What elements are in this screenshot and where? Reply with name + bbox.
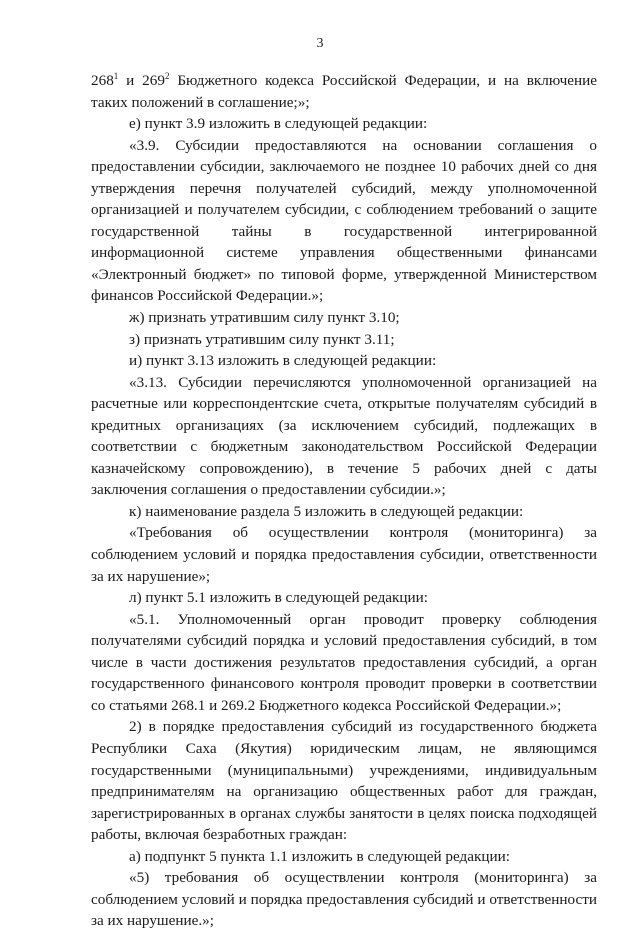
text-line: «5) требования об осуществлении контроля (мониторинга) за <box>129 869 597 887</box>
text-line: «3.13. Субсидии перечисляются уполномоченной организацией на <box>129 373 597 391</box>
text-line: «Электронный бюджет» по типовой форме, утвержденной Министерством <box>91 265 597 283</box>
text-line: числе в части достижения результатов предоставления субсидий, а орган <box>91 653 597 671</box>
text-line: з) признать утратившим силу пункт 3.11; <box>129 330 395 348</box>
text-line: предпринимателям на организацию общественных работ для граждан, <box>91 783 597 801</box>
text-line: заключения соглашения о предоставлении субсидии.»; <box>91 481 446 499</box>
text-line: государственными (муниципальными) учреждениями, индивидуальным <box>91 761 597 779</box>
text-line: «5.1. Уполномоченный орган проводит проверку соблюдения <box>129 610 597 628</box>
text-line: а) подпункт 5 пункта 1.1 изложить в следующей редакции: <box>129 847 510 865</box>
text-line: информационной системе управления общественными финансами <box>91 244 597 262</box>
text-line: л) пункт 5.1 изложить в следующей редакции: <box>129 589 429 607</box>
text-line: соблюдением условий и порядка предоставления субсидии, ответственности <box>91 546 597 564</box>
text-line: государственного финансового контроля проводит проверки в соответствии <box>91 675 597 693</box>
text-line: таких положений в соглашение;»; <box>91 93 310 111</box>
text-line: государственной тайны в государственной интегрированной <box>91 222 597 240</box>
text-line: е) пункт 3.9 изложить в следующей редакции: <box>129 115 428 133</box>
text-line: к) наименование раздела 5 изложить в следующей редакции: <box>129 502 524 520</box>
text-line: «Требования об осуществлении контроля (мониторинга) за <box>129 524 597 542</box>
text-line: за их нарушение.»; <box>91 912 214 930</box>
text-line: со статьями 268.1 и 269.2 Бюджетного кодекса Российской Федерации.»; <box>91 696 562 714</box>
document-body <box>91 70 597 932</box>
text-line: утверждения перечня получателей субсидий, между уполномоченной <box>91 179 597 197</box>
text-line: соответствии с бюджетным законодательством Российской Федерации <box>91 438 597 456</box>
page-number: 3 <box>316 36 324 51</box>
text-line: финансов Российской Федерации.»; <box>91 287 324 305</box>
text-line: организацией и получателем субсидии, с соблюдением требований о защите <box>91 201 597 219</box>
text-line: Республики Саха (Якутия) юридическим лицам, не являющимся <box>91 739 597 757</box>
text-line: расчетные или корреспондентские счета, открытые получателям субсидий в <box>91 395 597 413</box>
text-line: за их нарушение»; <box>91 567 211 585</box>
text-line: зарегистрированных в органах службы занятости в целях поиска подходящей <box>91 804 597 822</box>
text-line: казначейскому сопровождению), в течение 5 рабочих дней с даты <box>91 459 597 477</box>
text-line: и) пункт 3.13 изложить в следующей редакции: <box>129 352 437 370</box>
text-line: ж) признать утратившим силу пункт 3.10; <box>129 309 400 327</box>
text-line: «3.9. Субсидии предоставляются на основании соглашения о <box>129 136 597 154</box>
text-line: соблюдением условий и порядка предоставления субсидий и ответственности <box>91 890 597 908</box>
text-line: работы, включая безработных граждан: <box>91 826 348 844</box>
text-line: кредитных организациях (за исключением субсидий, подлежащих в <box>91 416 597 434</box>
text-line: 2) в порядке предоставления субсидий из государственного бюджета <box>129 718 597 736</box>
text-line: получателями субсидий порядка и условий предоставления субсидий, в том <box>91 632 597 650</box>
text-line: $268^1$ и $269^2$ Бюджетного кодекса Российской Федерации, и на включение <box>91 71 597 89</box>
text-line: предоставлении субсидии, заключаемого не позднее 10 рабочих дней со дня <box>91 158 597 176</box>
